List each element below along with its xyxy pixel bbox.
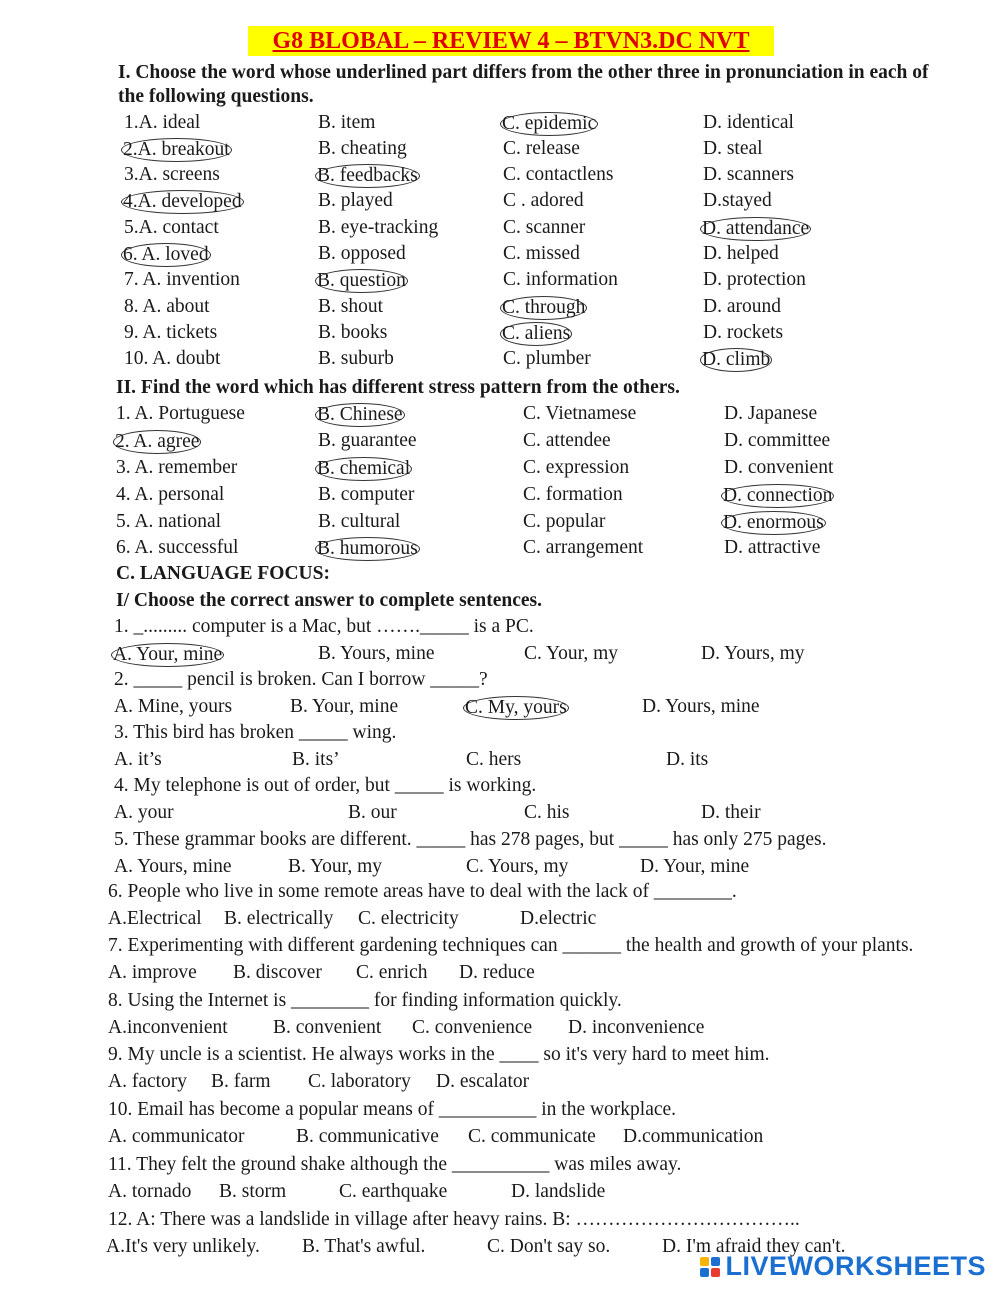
q3-8-option-c[interactable]: C. convenience: [412, 1017, 533, 1038]
q3-3-option-c[interactable]: C. hers: [466, 749, 522, 770]
q2-2-option-b[interactable]: B. guarantee: [318, 430, 417, 451]
q1-9-option-d[interactable]: D. rockets: [703, 322, 784, 343]
q2-6-option-b[interactable]: B. humorous: [317, 538, 418, 559]
q2-4-option-c[interactable]: C. formation: [523, 484, 623, 505]
q3-2-option-b[interactable]: B. Your, mine: [290, 696, 399, 717]
q1-6-option-a[interactable]: 6. A. loved: [123, 244, 209, 265]
question-11-text: 11. They felt the ground shake although the __________ was miles away.: [108, 1154, 682, 1175]
q1-6-option-d[interactable]: D. helped: [703, 243, 779, 264]
q3-11-option-c[interactable]: C. earthquake: [339, 1181, 448, 1202]
q3-9-option-b[interactable]: B. farm: [211, 1071, 271, 1092]
section2-heading: II. Find the word which has different stress pattern from the others.: [116, 377, 680, 398]
q3-12-option-a[interactable]: A.It's very unlikely.: [106, 1236, 260, 1257]
q3-1-option-b[interactable]: B. Yours, mine: [318, 643, 435, 664]
q1-6-option-b[interactable]: B. opposed: [318, 243, 406, 264]
q3-3-option-b[interactable]: B. its’: [292, 749, 340, 770]
q3-3-option-d[interactable]: D. its: [666, 749, 709, 770]
q2-1-option-d[interactable]: D. Japanese: [724, 403, 818, 424]
q1-1-option-c[interactable]: C. epidemic: [502, 113, 597, 134]
q1-8-option-b[interactable]: B. shout: [318, 296, 384, 317]
q2-4-option-b[interactable]: B. computer: [318, 484, 415, 505]
q3-5-option-b[interactable]: B. Your, my: [288, 856, 383, 877]
q3-2-option-c[interactable]: C. My, yours: [465, 697, 567, 718]
q2-3-option-d[interactable]: D. convenient: [724, 457, 834, 478]
q3-4-option-a[interactable]: A. your: [114, 802, 174, 823]
q2-2-option-c[interactable]: C. attendee: [523, 430, 611, 451]
q3-10-option-a[interactable]: A. communicator: [108, 1126, 245, 1147]
q1-8-option-d[interactable]: D. around: [703, 296, 781, 317]
q3-1-option-a[interactable]: A. Your, mine: [113, 644, 223, 665]
q3-9-option-c[interactable]: C. laboratory: [308, 1071, 411, 1092]
q1-7-option-a[interactable]: 7. A. invention: [124, 269, 240, 290]
q3-5-option-a[interactable]: A. Yours, mine: [114, 856, 232, 877]
q3-7-option-b[interactable]: B. discover: [233, 962, 322, 983]
q3-7-option-a[interactable]: A. improve: [108, 962, 197, 983]
q3-10-option-d[interactable]: D.communication: [623, 1126, 764, 1147]
q1-8-option-c[interactable]: C. through: [502, 297, 586, 318]
q2-3-option-a[interactable]: 3. A. remember: [116, 457, 238, 478]
question-4-text: 4. My telephone is out of order, but _____ is working.: [114, 775, 537, 796]
q2-1-option-b[interactable]: B. Chinese: [317, 404, 403, 425]
q3-4-option-c[interactable]: C. his: [524, 802, 570, 823]
q2-3-option-b[interactable]: B. chemical: [317, 458, 411, 479]
question-8-text: 8. Using the Internet is ________ for finding information quickly.: [108, 990, 622, 1011]
q2-2-option-a[interactable]: 2. A. agree: [115, 431, 200, 452]
logo-squares-icon: [700, 1257, 720, 1277]
q3-8-option-d[interactable]: D. inconvenience: [568, 1017, 705, 1038]
question-1-text: 1. _......... computer is a Mac, but ……._____ is a PC.: [114, 616, 534, 637]
page-title: G8 BLOBAL – REVIEW 4 – BTVN3.DC NVT: [248, 26, 774, 56]
q1-4-option-c[interactable]: C . adored: [503, 190, 584, 211]
q3-7-option-c[interactable]: C. enrich: [356, 962, 428, 983]
q1-3-option-c[interactable]: C. contactlens: [503, 164, 614, 185]
q3-9-option-a[interactable]: A. factory: [108, 1071, 188, 1092]
q3-4-option-b[interactable]: B. our: [348, 802, 397, 823]
question-6-text: 6. People who live in some remote areas have to deal with the lack of ________.: [108, 881, 737, 902]
q1-5-option-c[interactable]: C. scanner: [503, 217, 586, 238]
q3-12-option-c[interactable]: C. Don't say so.: [487, 1236, 611, 1257]
q3-3-option-a[interactable]: A. it’s: [114, 749, 162, 770]
question-12-text: 12. A: There was a landslide in village after heavy rains. B: ……………………………..: [108, 1209, 800, 1230]
q1-9-option-a[interactable]: 9. A. tickets: [124, 322, 218, 343]
q2-5-option-a[interactable]: 5. A. national: [116, 511, 222, 532]
q3-12-option-d[interactable]: D. I'm afraid they can't.: [662, 1236, 846, 1257]
q1-4-option-d[interactable]: D.stayed: [703, 190, 772, 211]
q1-4-option-b[interactable]: B. played: [318, 190, 393, 211]
q1-5-option-d[interactable]: D. attendance: [702, 218, 810, 239]
q1-3-option-d[interactable]: D. scanners: [703, 164, 794, 185]
q3-6-option-a[interactable]: A.Electrical: [108, 908, 202, 929]
q1-10-option-b[interactable]: B. suburb: [318, 348, 394, 369]
section1-heading-line1: I. Choose the word whose underlined part differs from the other three in pronunciation in each of: [118, 62, 929, 83]
q1-7-option-b[interactable]: B. question: [317, 270, 406, 291]
q1-3-option-b[interactable]: B. feedbacks: [317, 165, 418, 186]
q2-3-option-c[interactable]: C. expression: [523, 457, 630, 478]
q3-8-option-b[interactable]: B. convenient: [273, 1017, 382, 1038]
q3-9-option-d[interactable]: D. escalator: [436, 1071, 530, 1092]
brand-text: LIVEWORKSHEETS: [725, 1251, 986, 1281]
q2-2-option-d[interactable]: D. committee: [724, 430, 831, 451]
q1-1-option-b[interactable]: B. item: [318, 112, 376, 133]
q3-2-option-a[interactable]: A. Mine, yours: [114, 696, 233, 717]
section1-heading-line2: the following questions.: [118, 86, 314, 107]
q3-6-option-c[interactable]: C. electricity: [358, 908, 459, 929]
q2-4-option-d[interactable]: D. connection: [723, 485, 833, 506]
question-9-text: 9. My uncle is a scientist. He always works in the ____ so it's very hard to meet him.: [108, 1044, 770, 1065]
q3-6-option-d[interactable]: D.electric: [520, 908, 597, 929]
q3-6-option-b[interactable]: B. electrically: [224, 908, 334, 929]
q1-2-option-c[interactable]: C. release: [503, 138, 580, 159]
q2-1-option-c[interactable]: C. Vietnamese: [523, 403, 637, 424]
q1-7-option-d[interactable]: D. protection: [703, 269, 806, 290]
q3-7-option-d[interactable]: D. reduce: [459, 962, 535, 983]
q2-5-option-b[interactable]: B. cultural: [318, 511, 401, 532]
q3-4-option-d[interactable]: D. their: [701, 802, 761, 823]
q1-4-option-a[interactable]: 4.A. developed: [123, 191, 242, 212]
q3-12-option-b[interactable]: B. That's awful.: [302, 1236, 426, 1257]
q1-1-option-a[interactable]: 1.A. ideal: [124, 112, 201, 133]
q3-11-option-d[interactable]: D. landslide: [511, 1181, 606, 1202]
q1-1-option-d[interactable]: D. identical: [703, 112, 794, 133]
q2-6-option-a[interactable]: 6. A. successful: [116, 537, 239, 558]
question-10-text: 10. Email has become a popular means of __________ in the workplace.: [108, 1099, 677, 1120]
q2-6-option-c[interactable]: C. arrangement: [523, 537, 644, 558]
q2-6-option-d[interactable]: D. attractive: [724, 537, 821, 558]
question-3-text: 3. This bird has broken _____ wing.: [114, 722, 397, 743]
q3-2-option-d[interactable]: D. Yours, mine: [642, 696, 760, 717]
q3-10-option-c[interactable]: C. communicate: [468, 1126, 596, 1147]
q1-2-option-d[interactable]: D. steal: [703, 138, 763, 159]
q1-5-option-b[interactable]: B. eye-tracking: [318, 217, 439, 238]
q3-1-option-d[interactable]: D. Yours, my: [701, 643, 805, 664]
section3-heading: C. LANGUAGE FOCUS:: [116, 563, 330, 584]
question-5-text: 5. These grammar books are different. _____ has 278 pages, but _____ has only 275 pages.: [114, 829, 827, 850]
q3-11-option-a[interactable]: A. tornado: [108, 1181, 192, 1202]
q1-3-option-a[interactable]: 3.A. screens: [124, 164, 220, 185]
q1-2-option-a[interactable]: 2.A. breakout: [123, 139, 230, 160]
q1-10-option-a[interactable]: 10. A. doubt: [124, 348, 221, 369]
q1-9-option-b[interactable]: B. books: [318, 322, 388, 343]
q3-1-option-c[interactable]: C. Your, my: [524, 643, 619, 664]
liveworksheets-logo: [700, 1251, 986, 1282]
q1-10-option-d[interactable]: D. climb: [702, 349, 771, 370]
q3-8-option-a[interactable]: A.inconvenient: [108, 1017, 228, 1038]
question-7-text: 7. Experimenting with different gardening techniques can ______ the health and growth of your plants.: [108, 935, 914, 956]
q1-7-option-c[interactable]: C. information: [503, 269, 618, 290]
q1-6-option-c[interactable]: C. missed: [503, 243, 580, 264]
q1-5-option-a[interactable]: 5.A. contact: [124, 217, 219, 238]
q1-10-option-c[interactable]: C. plumber: [503, 348, 591, 369]
q2-4-option-a[interactable]: 4. A. personal: [116, 484, 225, 505]
q3-10-option-b[interactable]: B. communicative: [296, 1126, 439, 1147]
q3-5-option-c[interactable]: C. Yours, my: [466, 856, 569, 877]
question-2-text: 2. _____ pencil is broken. Can I borrow _____?: [114, 669, 488, 690]
q2-1-option-a[interactable]: 1. A. Portuguese: [116, 403, 245, 424]
q3-5-option-d[interactable]: D. Your, mine: [640, 856, 750, 877]
q1-2-option-b[interactable]: B. cheating: [318, 138, 407, 159]
q2-5-option-d[interactable]: D. enormous: [723, 512, 824, 533]
q1-9-option-c[interactable]: C. aliens: [502, 323, 571, 344]
q1-8-option-a[interactable]: 8. A. about: [124, 296, 210, 317]
q3-11-option-b[interactable]: B. storm: [219, 1181, 287, 1202]
q2-5-option-c[interactable]: C. popular: [523, 511, 606, 532]
section3-subheading: I/ Choose the correct answer to complete sentences.: [116, 590, 543, 611]
